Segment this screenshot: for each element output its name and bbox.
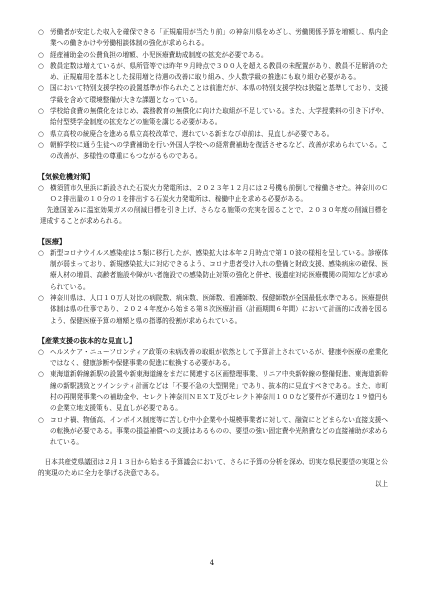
document-body — [38, 27, 388, 490]
item-text: 経産補助金の公費負担の増額、小児医療費助成制度の拡充が必要である。 — [50, 50, 268, 59]
section-climate — [38, 172, 388, 228]
closing-mark: 以上 — [374, 480, 388, 489]
bullet-icon: ○ — [38, 50, 44, 59]
list-item — [38, 83, 388, 106]
bullet-icon: ○ — [38, 415, 44, 424]
bullet-icon: ○ — [38, 107, 44, 116]
section-heading: 【産業支援の抜本的な見直し】 — [38, 336, 136, 345]
list-item — [38, 129, 388, 140]
bullet-icon: ○ — [38, 140, 44, 149]
bullet-icon: ○ — [38, 28, 44, 36]
item-text: 新型コロナウイルス感染症は５類に移行したが、感染拡大は本年２月時点で第１０波の様相を呈している。診療体制が弱まっており、新規感染拡大に対応できるよう、コロナ患者受け入れの整備と財政支援、感染病床の確保、医療人材の増員、高齢者施設や障がい者施設での感染防止対策の強化と併せ、後遺症対応医療機関の周知などが求められている。 — [50, 248, 388, 291]
list-item — [38, 27, 388, 50]
bullet-icon: ○ — [38, 61, 44, 70]
item-text: 横須賀市久里浜に新設された石炭火力発電所は、２０２３年１２月には２号機も前倒しで稼働させた。神奈川のＣＯ２排出量の１０分の１を排出する石炭火力発電所は、稼働中止を求める必要がある。 — [50, 183, 388, 203]
closing-paragraph: 日本共産党県議団は２月１３日から始まる予算議会において、さらに予算の分析を深め、切実な県民要望の実現と公的実現のために全力を挙げる決意である。 — [38, 457, 388, 477]
bullet-icon: ○ — [38, 183, 44, 192]
page-number: 4 — [209, 559, 215, 567]
section-medical — [38, 237, 388, 327]
bullet-icon: ○ — [38, 248, 44, 257]
bullet-icon: ○ — [38, 293, 44, 302]
section-heading: 【気候危機対策】 — [38, 172, 94, 181]
item-text: 県立高校の統廃合を進める県立高校改革で、遅れている新まなび卓前は、見直しが必要である。 — [50, 129, 334, 138]
section-industry — [38, 336, 388, 449]
list-item — [38, 369, 388, 414]
bullet-icon: ○ — [38, 347, 44, 356]
item-text: コロナ禍、物価高、インボイス制度等に苦しむ中小企業や小規模事業者に対して、融資にとどまらない直接支援への転換が必要である。事業の損益補償への支援はあるものの、要望の強い固定費や光熱費などの直接補助が求められている。 — [50, 415, 388, 447]
item-text: ヘルスケア・ニューフロンティア政策の未病改善の取組が依然として予算計上されているが、健康や医療の産業化ではなく、健康診断や保健事業の促進に転換する必要がある。 — [50, 347, 388, 368]
item-text: 国において特別支援学校の設置基準が作られたことは前進だが、本県の特別支援学校は狭隘と基準しており、支援学級を含めて環境整備が大きな課題となっている。 — [50, 84, 388, 104]
item-text: 教員定数は増えているが、県所管等では昨年９月時点で３００人を超える教員の未配置があり、教員不足解消のため、正規雇用を基本とした採用増と待遇の改善に取り組み、少人数学級の推進にも取り組む必要がある。 — [50, 61, 388, 82]
item-text: 労働者が安定した収入を確保できる「正規雇用が当たり前」の神奈川県をめざし、労働関係予算を増額し、県内企業への働きかけや労働相談体制の強化が求められる。 — [50, 28, 388, 48]
list-item — [38, 248, 388, 293]
item-text: 学校給食費の無償化をはじめ、義務教育の無償化に向けた取組が不足している。また、大学授業料の引き下げや、給付型奨学金制度の拡充などの施策を講じる必要がある。 — [50, 107, 388, 127]
bullet-icon: ○ — [38, 84, 44, 93]
bullet-icon: ○ — [38, 370, 44, 379]
bullet-icon: ○ — [38, 129, 44, 138]
list-item — [38, 140, 388, 163]
list-item — [38, 61, 388, 84]
list-item — [38, 50, 388, 61]
section-heading: 【医療】 — [38, 237, 66, 246]
list-item — [38, 293, 388, 327]
list-item — [38, 347, 388, 370]
item-text: 朝鮮学校に通う生徒への学費補助を行い外国人学校への経常費補助を復活させるなど、改善が求められている。この改善が、多様性の尊重にもつながるものである。 — [50, 140, 388, 161]
section-labor-education — [38, 27, 388, 163]
paragraph: 先進国並みに温室効果ガスの削減目標を引き上げ、さらなる施策の充実を図ることで、２０３０年度の削減目標を達成することが求められる。 — [40, 206, 388, 226]
list-item — [38, 106, 388, 129]
list-item — [38, 415, 388, 449]
item-text: 神奈川県は、人口１０万人対比の病院数、病床数、医師数、看護師数、保健師数が全国最低水準である。医療提供体制は県の仕事であり、２０２４年度から始まる第８次医療計画（計画期間６年間）において計画的に改善を図るよう、保健医療予算の増額と県の指導的役割が求められている。 — [50, 293, 388, 325]
list-item — [38, 183, 388, 206]
item-text: 東海道新幹線新駅の設置や新東海道線をまだに関連する区画整理事業、リニア中央新幹線の整備促進、東海道新幹線の新駅誘致とツインシティ計画などは「不要不急の大型開発」であり、抜本的に見直すべきである。また、市町村の再開発事業への補助金や、セレクト神奈川ＮＥＸＴ及びセレクト神奈川１００など要件が不適切な１９億円もの企業立地支援策も、見直しが必要である。 — [50, 370, 388, 413]
